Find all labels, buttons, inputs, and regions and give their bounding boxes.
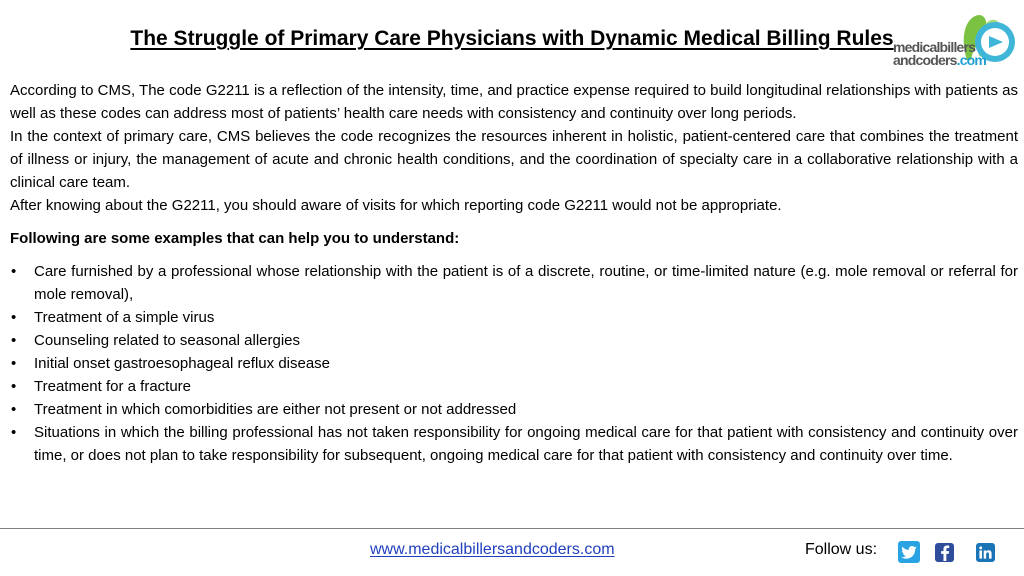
bullet-marker: • bbox=[11, 424, 17, 441]
paragraph-g2211-visits: After knowing about the G2211, you should aware of visits for which reporting code G2211 would not be appropriate. bbox=[10, 197, 782, 214]
facebook-icon[interactable] bbox=[935, 543, 954, 562]
list-item-text: Treatment in which comorbidities are either not present or not addressed bbox=[34, 401, 517, 418]
website-link[interactable]: www.medicalbillersandcoders.com bbox=[370, 541, 615, 558]
logo-line-2-main: andcoders bbox=[893, 52, 957, 68]
facebook-f-glyph bbox=[940, 545, 950, 561]
bullet-marker: • bbox=[11, 332, 17, 349]
bullet-marker: • bbox=[11, 378, 17, 395]
list-item-text: Situations in which the billing professional has not taken responsibility for ongoing medical care for that patient with consistency and continuity over time, or does not plan to take responsibility for subsequent, ongoing medical care for that patient with consistency and continuity over time. bbox=[34, 424, 1018, 464]
logo-line-1: medicalbillers bbox=[893, 39, 976, 55]
examples-list bbox=[10, 260, 1018, 467]
linkedin-in-glyph bbox=[979, 546, 992, 559]
list-item bbox=[10, 398, 1018, 421]
main-content bbox=[10, 79, 1018, 467]
list-item bbox=[10, 375, 1018, 398]
list-item bbox=[10, 352, 1018, 375]
list-item-text: Treatment of a simple virus bbox=[34, 309, 215, 326]
follow-us-label: Follow us: bbox=[805, 541, 878, 558]
page-title: The Struggle of Primary Care Physicians with Dynamic Medical Billing Rules bbox=[130, 27, 894, 50]
bullet-marker: • bbox=[11, 355, 17, 372]
bullet-marker: • bbox=[11, 401, 17, 418]
examples-subheading: Following are some examples that can help you to understand: bbox=[10, 230, 460, 247]
logo-wordmark bbox=[893, 41, 986, 67]
twitter-bird-glyph bbox=[901, 546, 917, 559]
logo-line-2 bbox=[893, 54, 986, 67]
list-item-text: Counseling related to seasonal allergies bbox=[34, 332, 301, 349]
bullet-marker: • bbox=[11, 263, 17, 280]
list-item bbox=[10, 260, 1018, 306]
bullet-marker: • bbox=[11, 309, 17, 326]
list-item bbox=[10, 306, 1018, 329]
linkedin-icon[interactable] bbox=[976, 543, 995, 562]
logo-line-2-suffix: .com bbox=[956, 52, 987, 68]
paragraph-cms-definition: According to CMS, The code G2211 is a reflection of the intensity, time, and practice expense required to build longitudinal relationships with patients as well as these codes can address most of patients’ health care needs with consistency and continuity over long periods. bbox=[10, 82, 1018, 122]
paragraph-primary-care: In the context of primary care, CMS believes the code recognizes the resources inherent in holistic, patient-centered care that combines the treatment of illness or injury, the management of acute and chronic health conditions, and the coordination of specialty care in a collaborative relationship with a clinical care team. bbox=[10, 128, 1018, 191]
list-item-text: Initial onset gastroesophageal reflux disease bbox=[34, 355, 331, 372]
list-item bbox=[10, 421, 1018, 467]
list-item-text: Treatment for a fracture bbox=[34, 378, 192, 395]
footer-divider bbox=[0, 528, 1024, 529]
list-item-text: Care furnished by a professional whose relationship with the patient is of a discrete, routine, or time-limited nature (e.g. mole removal or referral for mole removal), bbox=[34, 263, 1018, 303]
list-item bbox=[10, 329, 1018, 352]
twitter-icon[interactable] bbox=[898, 541, 920, 563]
company-logo[interactable] bbox=[893, 12, 1015, 72]
